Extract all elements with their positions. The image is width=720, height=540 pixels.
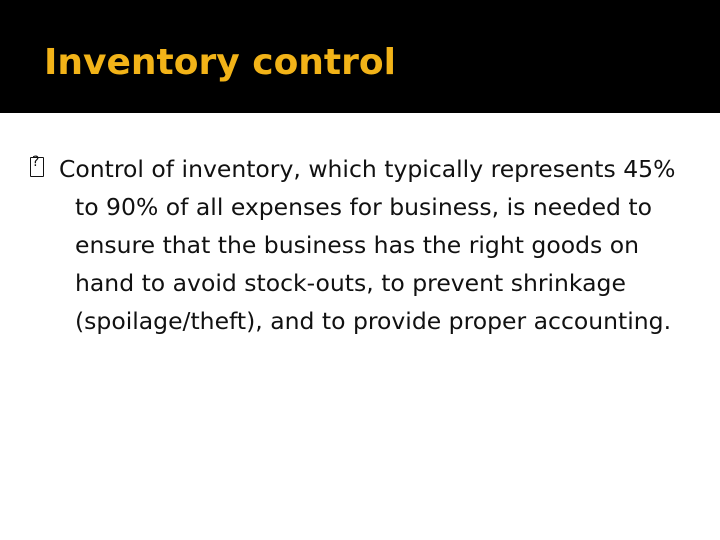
slide-title: Inventory control [44, 42, 396, 83]
bullet-item [30, 150, 690, 340]
bullet-text: Control of inventory, which typically represents 45% to 90% of all expenses for business, is needed to ensure that the business has the right goods on hand to avoid stock-outs, to prevent shrinkage (spoilage/theft), and to provide proper accounting. [59, 155, 676, 335]
slide-content [30, 150, 690, 340]
title-bar [0, 0, 720, 113]
unknown-glyph-box-icon [30, 157, 44, 177]
